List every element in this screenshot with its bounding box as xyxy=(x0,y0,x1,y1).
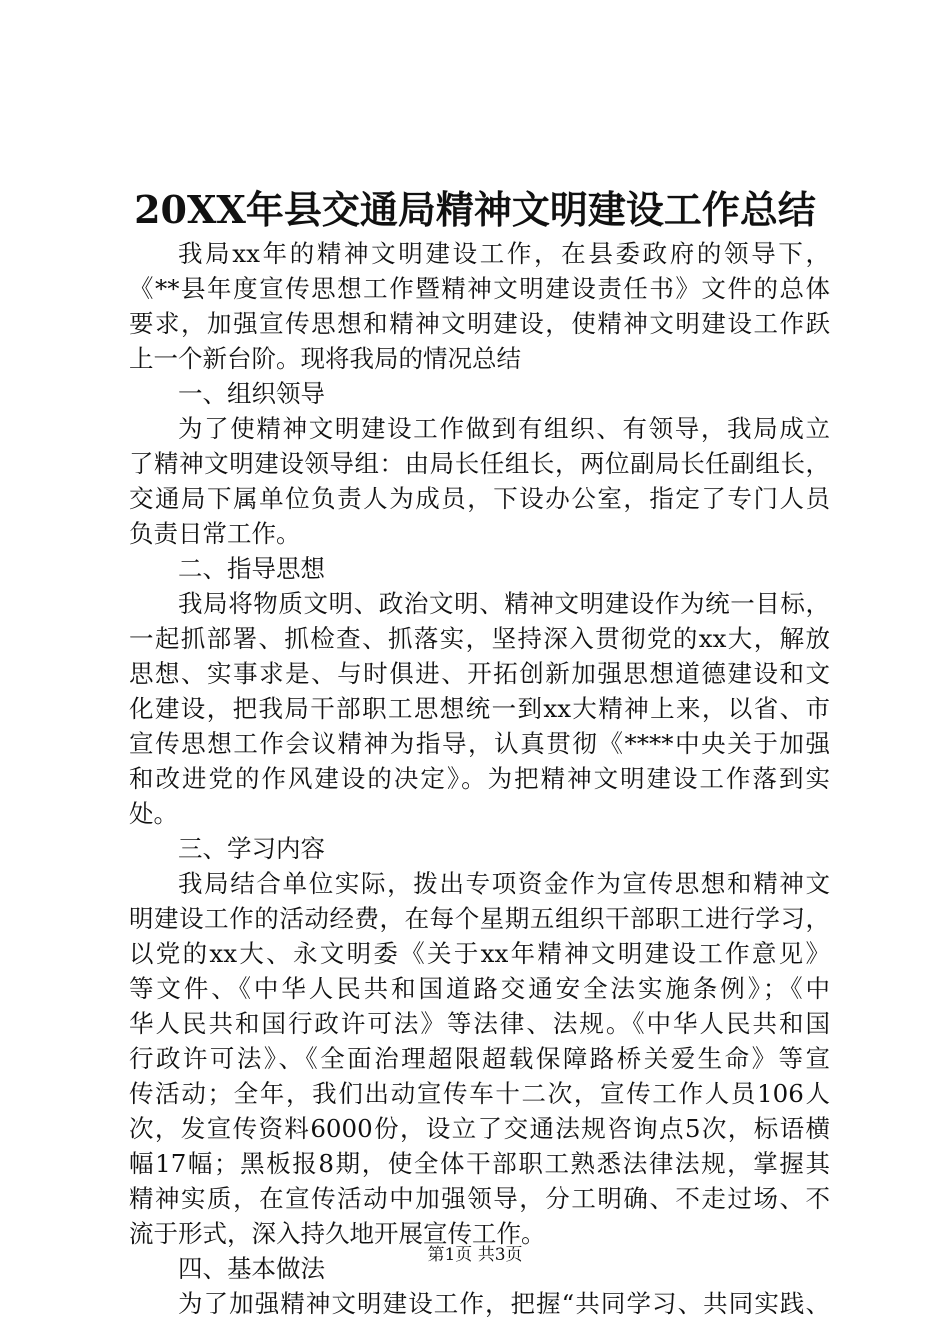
text-line: 我局结合单位实际，拨出专项资金作为宣传思想和精神文 xyxy=(178,869,830,898)
text-line: 为了加强精神文明建设工作，把握“共同学习、共同实践、 xyxy=(178,1289,830,1318)
document-title: 20XX年县交通局精神文明建设工作总结 xyxy=(134,187,816,232)
text-line: 宣传思想工作会议精神为指导，认真贯彻《****中央关于加强 xyxy=(129,729,830,758)
text-line: 次，发宣传资料6000份，设立了交通法规咨询点5次，标语横 xyxy=(129,1114,830,1143)
text-line: 二、指导思想 xyxy=(178,554,325,583)
text-line: 交通局下属单位负责人为成员，下设办公室，指定了专门人员 xyxy=(129,484,830,513)
text-line: 《**县年度宣传思想工作暨精神文明建设责任书》文件的总体 xyxy=(129,274,830,303)
text-line: 等文件、《中华人民共和国道路交通安全法实施条例》；《中 xyxy=(129,974,830,1003)
text-line: 负责日常工作。 xyxy=(129,519,301,548)
text-line: 精神实质，在宣传活动中加强领导，分工明确、不走过场、不 xyxy=(129,1184,830,1213)
text-line: 以党的xx大、永文明委《关于xx年精神文明建设工作意见》 xyxy=(129,939,830,968)
text-line: 了精神文明建设领导组：由局长任组长，两位副局长任副组长， xyxy=(129,449,830,478)
text-line: 行政许可法》、《全面治理超限超载保障路桥关爱生命》等宣 xyxy=(129,1044,830,1073)
text-line: 一起抓部署、抓检查、抓落实，坚持深入贯彻党的xx大，解放 xyxy=(129,624,830,653)
text-line: 为了使精神文明建设工作做到有组织、有领导，我局成立 xyxy=(178,414,830,443)
document-body xyxy=(129,236,830,1321)
text-line: 幅17幅；黑板报8期，使全体干部职工熟悉法律法规，掌握其 xyxy=(129,1149,830,1178)
text-line: 上一个新台阶。现将我局的情况总结 xyxy=(129,344,521,373)
text-line: 我局xx年的精神文明建设工作，在县委政府的领导下， xyxy=(178,239,830,268)
text-line: 化建设，把我局干部职工思想统一到xx大精神上来，以省、市 xyxy=(129,694,830,723)
text-line: 我局将物质文明、政治文明、精神文明建设作为统一目标， xyxy=(178,589,830,618)
text-line: 四、基本做法 xyxy=(178,1254,325,1283)
text-line: 思想、实事求是、与时俱进、开拓创新加强思想道德建设和文 xyxy=(129,659,830,688)
text-line: 传活动；全年，我们出动宣传车十二次，宣传工作人员106人 xyxy=(129,1079,830,1108)
text-line: 处。 xyxy=(129,799,178,828)
text-line: 和改进党的作风建设的决定》。为把精神文明建设工作落到实 xyxy=(129,764,830,793)
text-line: 流于形式，深入持久地开展宣传工作。 xyxy=(129,1219,546,1248)
text-line: 华人民共和国行政许可法》等法律、法规。《中华人民共和国 xyxy=(129,1009,830,1038)
text-line: 明建设工作的活动经费，在每个星期五组织干部职工进行学习， xyxy=(129,904,830,933)
text-line: 三、学习内容 xyxy=(178,834,325,863)
page-footer: 第1页 共3页 xyxy=(427,1245,523,1265)
text-line: 要求，加强宣传思想和精神文明建设，使精神文明建设工作跃 xyxy=(129,309,830,338)
text-line: 一、组织领导 xyxy=(178,379,325,408)
